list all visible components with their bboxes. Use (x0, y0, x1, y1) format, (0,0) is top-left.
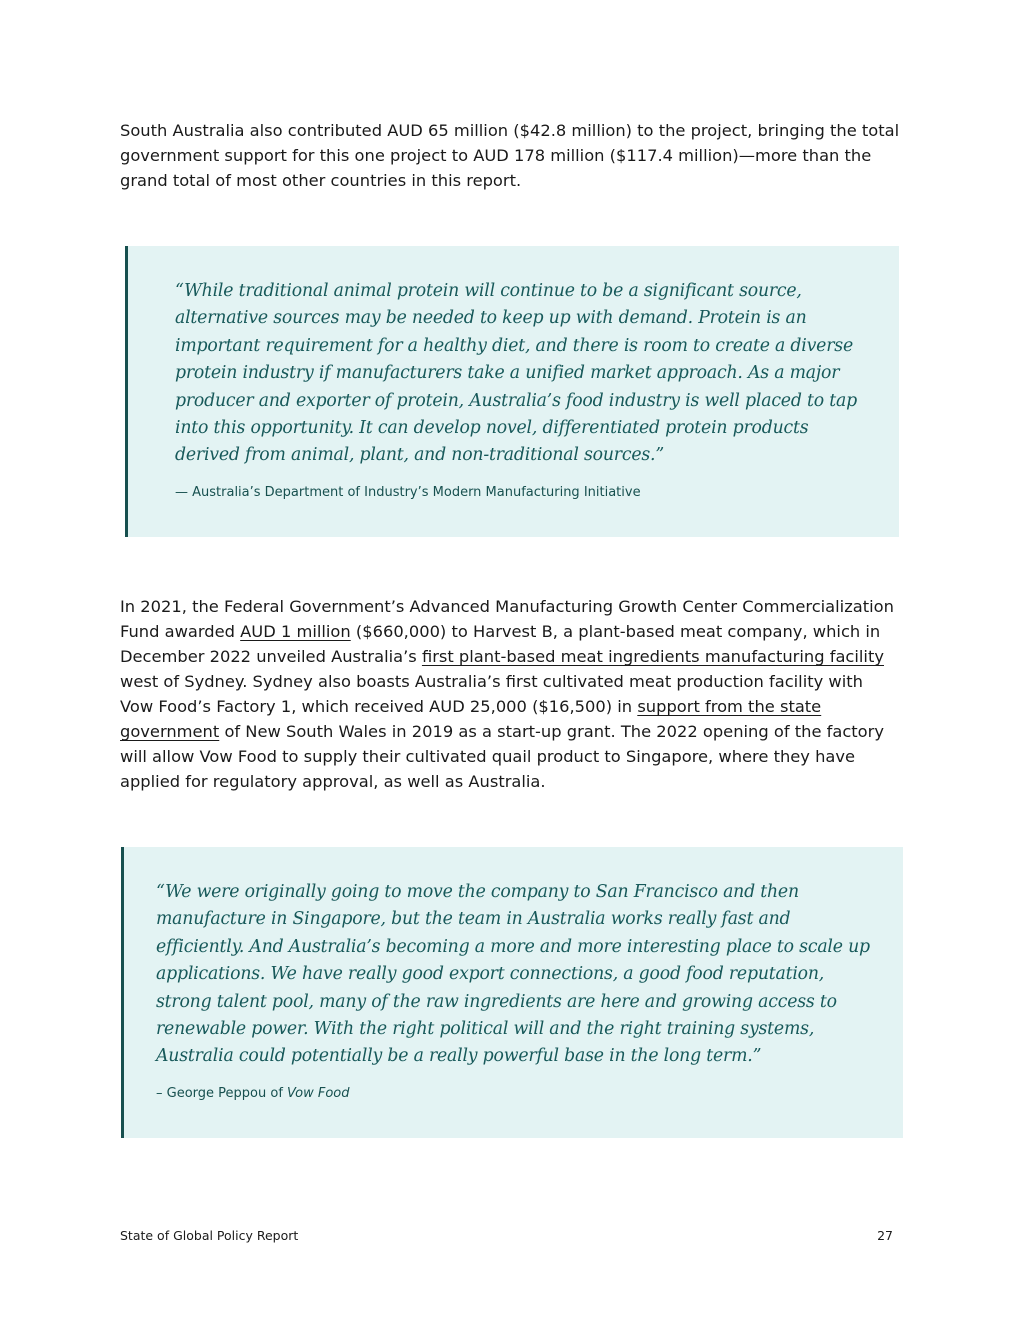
footer-page-number: 27 (877, 1228, 893, 1243)
quote-attribution: — Australia’s Department of Industry’s Modern Manufacturing Initiative (175, 484, 641, 500)
attribution-organization: Vow Food (287, 1085, 350, 1101)
attribution-name: – George Peppou of (156, 1085, 288, 1101)
quote-attribution (156, 1085, 881, 1103)
quote-text: “While traditional animal protein will continue to be a significant source, alternative sources may be needed to keep up with demand. Protein is an important requirement for a healthy diet, and there is room to create a diverse protein industry if manufacturers take a unified market approach. As a major producer and exporter of protein, Australia’s food industry is well placed to tap into this opportunity. It can develop novel, differentiated protein products derived from animal, plant, and non-traditional sources.” (175, 281, 857, 466)
quote-text: “We were originally going to move the company to San Francisco and then manufacture in Singapore, but the team in Australia works really fast and efficiently. And Australia’s becoming a more and more interesting place to scale up applications. We have really good export connections, a good food reputation, strong talent pool, many of the raw ingredients are here and growing access to renewable power. With the right political will and the right training systems, Australia could potentially be a really powerful base in the long term.” (156, 882, 870, 1067)
footer-report-title: State of Global Policy Report (120, 1228, 299, 1243)
link-manufacturing-facility[interactable]: first plant-based meat ingredients manufacturing facility (421, 647, 884, 666)
link-aud-1-million[interactable]: AUD 1 million (240, 622, 351, 641)
paragraph-text: west of Sydney. Sydney also boasts Australia’s first cultivated meat production facility with Vow Food’s Factory 1, which received AUD 25,000 ($16,500) in (120, 672, 863, 716)
paragraph-text: In 2021, the Federal Government’s Advanced Manufacturing Growth Center Commercialization Fund awarded (120, 597, 894, 641)
link-state-government-support[interactable]: support from the state government (120, 697, 822, 741)
pull-quote-department-of-industry (125, 246, 899, 537)
paragraph-harvest-b (120, 594, 900, 794)
paragraph-text: ($660,000) to Harvest B, a plant-based meat company, which in December 2022 unveiled Australia’s (120, 622, 881, 666)
paragraph-south-australia: South Australia also contributed AUD 65 million ($42.8 million) to the project, bringing the total government support for this one project to AUD 178 million ($117.4 million)—more than the grand total of most other countries in this report. (120, 121, 900, 190)
pull-quote-george-peppou (121, 847, 903, 1138)
paragraph-text: of New South Wales in 2019 as a start-up grant. The 2022 opening of the factory will allow Vow Food to supply their cultivated quail product to Singapore, where they have applied for regulatory approval, as well as Australia. (120, 722, 884, 791)
